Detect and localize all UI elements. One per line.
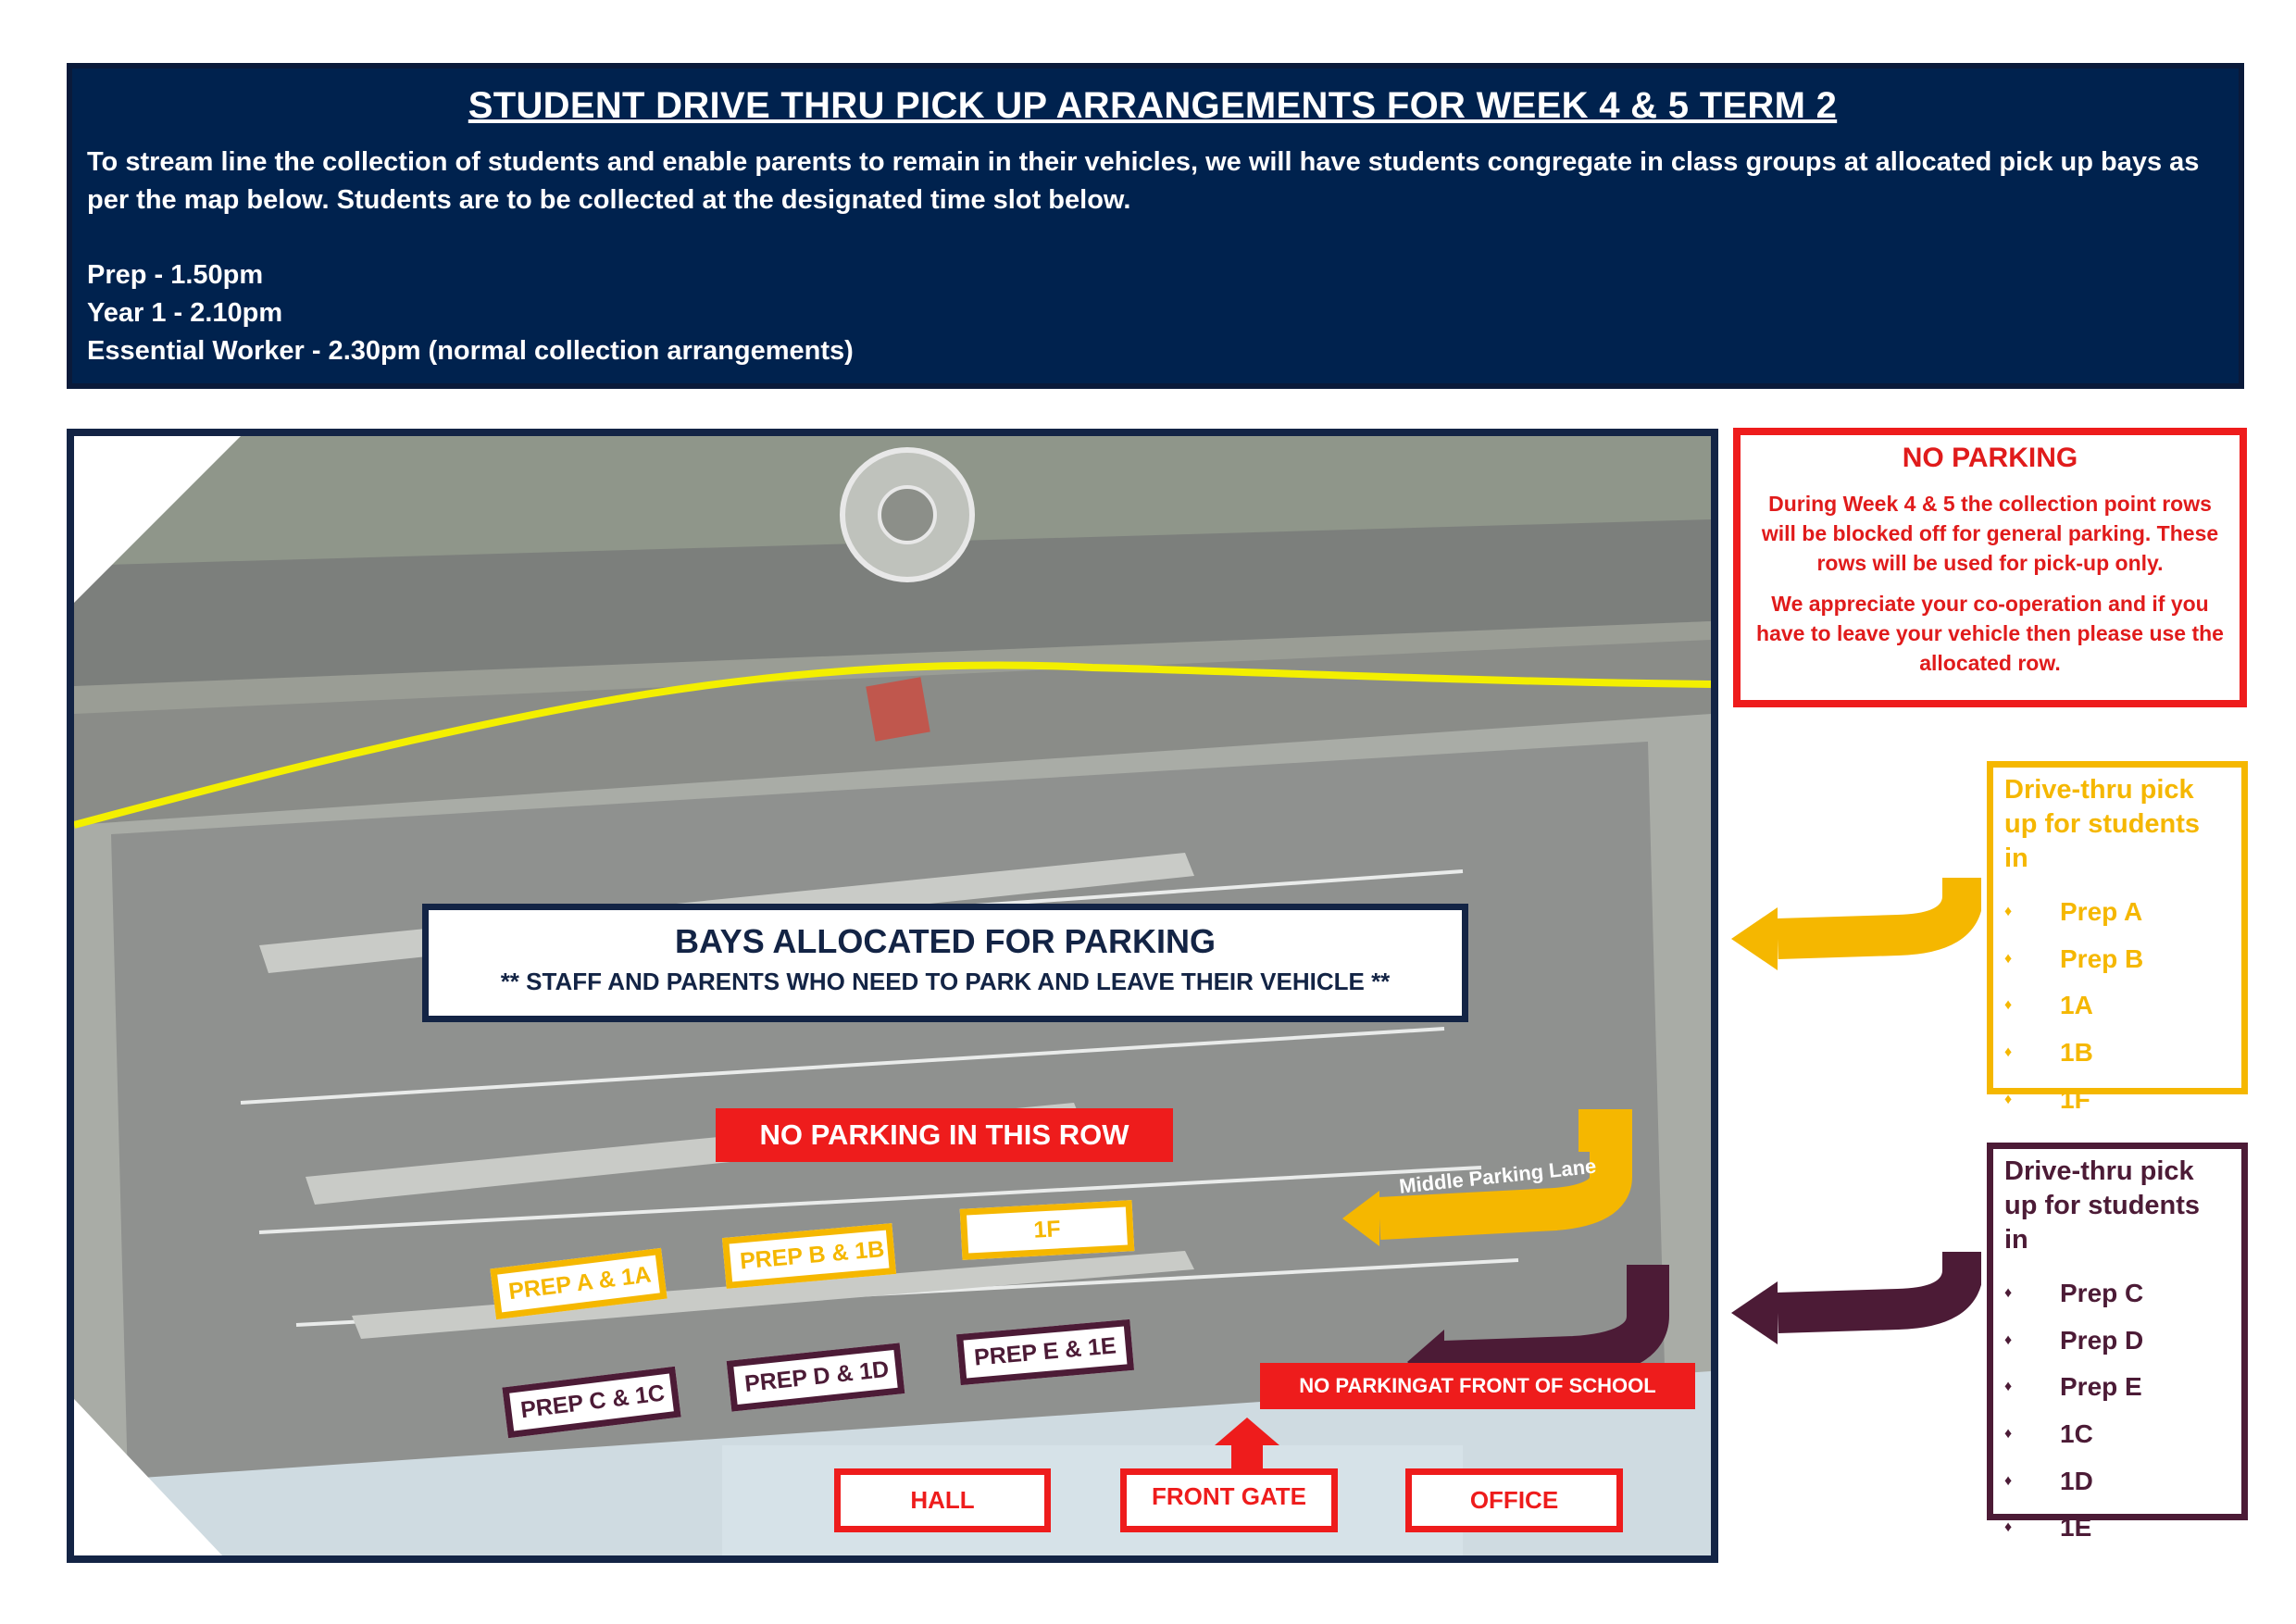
- diamond-bullet-icon: ♦: [2004, 997, 2013, 1014]
- list-item: ♦ 1D: [2004, 1466, 2093, 1495]
- list-item: ♦ 1A: [2004, 991, 2093, 1020]
- yellow-panel-title: Drive-thru pick up for students in: [2004, 775, 2201, 873]
- aerial-map: [67, 429, 1718, 1563]
- no-parking-row-label: NO PARKING IN THIS ROW: [716, 1108, 1173, 1162]
- parking-bays-box: [422, 904, 1468, 1022]
- list-item: ♦ Prep C: [2004, 1279, 2144, 1308]
- maroon-arrow-icon: [1731, 1252, 1981, 1354]
- maroon-panel-list: [2004, 1270, 2230, 1552]
- list-item: ♦ Prep B: [2004, 943, 2144, 973]
- time-slot-year1: Year 1 - 2.10pm: [87, 298, 283, 328]
- time-slot-prep: Prep - 1.50pm: [87, 260, 264, 290]
- list-item: ♦ 1E: [2004, 1513, 2092, 1543]
- list-item: ♦ 1C: [2004, 1419, 2093, 1449]
- bay-prep-e-1e: PREP E & 1E: [956, 1319, 1134, 1385]
- diamond-bullet-icon: ♦: [2004, 1379, 2013, 1395]
- time-slot-essential: Essential Worker - 2.30pm (normal collection arrangements): [87, 336, 854, 366]
- bay-prep-d-1d: PREP D & 1D: [727, 1343, 905, 1411]
- diamond-bullet-icon: ♦: [2004, 904, 2013, 920]
- diamond-bullet-icon: ♦: [2004, 1285, 2013, 1302]
- bay-prep-a-1a: PREP A & 1A: [490, 1248, 667, 1319]
- diamond-bullet-icon: ♦: [2004, 1426, 2013, 1443]
- no-parking-panel: [1733, 428, 2247, 707]
- diamond-bullet-icon: ♦: [2004, 1044, 2013, 1061]
- bay-prep-c-1c: PREP C & 1C: [502, 1367, 680, 1439]
- maroon-panel-title: Drive-thru pick up for students in: [2004, 1156, 2201, 1255]
- bay-prep-b-1b: PREP B & 1B: [722, 1223, 896, 1289]
- office-label: OFFICE: [1405, 1468, 1623, 1532]
- diamond-bullet-icon: ♦: [2004, 1091, 2013, 1107]
- page-title: STUDENT DRIVE THRU PICK UP ARRANGEMENTS FOR WEEK 4 & 5 TERM 2: [468, 85, 1838, 126]
- yellow-arrow-icon: [1731, 878, 1981, 980]
- yellow-panel-list: [2004, 889, 2230, 1123]
- front-gate-label: FRONT GATE: [1120, 1468, 1338, 1532]
- bay-1f: 1F: [960, 1200, 1135, 1260]
- hall-label: HALL: [834, 1468, 1051, 1532]
- list-item: ♦ Prep D: [2004, 1325, 2144, 1355]
- intro-text: To stream line the collection of students and enable parents to remain in their vehicles, we will have students congregate in class groups at allocated pick up bays as per the map below. Students are to be collected at the designated time slot below.: [87, 147, 2200, 215]
- no-parking-para-1: During Week 4 & 5 the collection point rows will be blocked off for general parking. These rows will be used for pick-up only.: [1761, 492, 2219, 575]
- list-item: ♦ Prep E: [2004, 1372, 2142, 1402]
- no-parking-front-label: NO PARKINGAT FRONT OF SCHOOL: [1260, 1363, 1695, 1409]
- list-item: ♦ 1F: [2004, 1084, 2090, 1114]
- header-banner: [67, 63, 2244, 389]
- yellow-pickup-panel: [1987, 761, 2248, 1114]
- diamond-bullet-icon: ♦: [2004, 950, 2013, 967]
- parking-box-title: BAYS ALLOCATED FOR PARKING: [674, 922, 1216, 960]
- diamond-bullet-icon: ♦: [2004, 1472, 2013, 1489]
- diamond-bullet-icon: ♦: [2004, 1519, 2013, 1536]
- no-parking-para-2: We appreciate your co-operation and if you have to leave your vehicle then please use the allocated row.: [1756, 592, 2224, 675]
- parking-box-subtitle: ** STAFF AND PARENTS WHO NEED TO PARK AND LEAVE THEIR VEHICLE **: [500, 968, 1391, 995]
- list-item: ♦ Prep A: [2004, 897, 2143, 927]
- diamond-bullet-icon: ♦: [2004, 1331, 2013, 1348]
- time-slots: [87, 256, 2218, 370]
- no-parking-title: NO PARKING: [1902, 443, 2078, 473]
- maroon-pickup-panel: [1987, 1143, 2248, 1543]
- middle-parking-lane-label: Middle Parking Lane: [1398, 1154, 1598, 1198]
- list-item: ♦ 1B: [2004, 1038, 2093, 1068]
